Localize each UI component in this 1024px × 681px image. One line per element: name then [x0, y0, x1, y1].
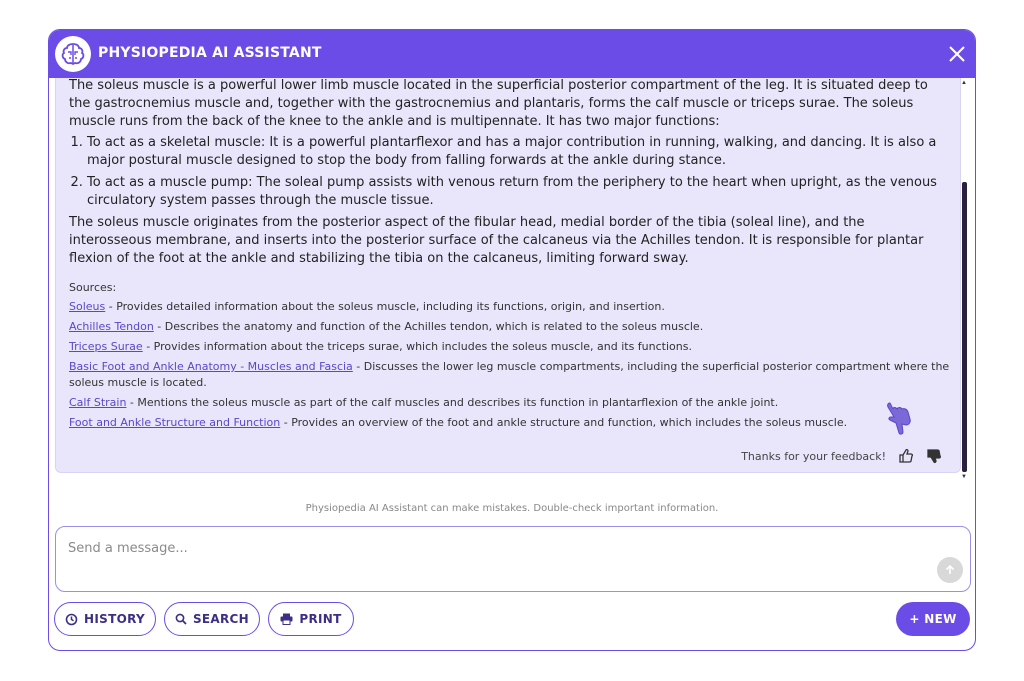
source-description: - Describes the anatomy and function of the Achilles tendon, which is related to the soleus muscle.: [153, 320, 704, 333]
source-item: [69, 339, 951, 355]
source-description: - Discusses the lower leg muscle compartments, including the superficial posterior compartment where the soleus muscle is located.: [69, 360, 950, 389]
message-paragraph: The soleus muscle originates from the posterior aspect of the fibular head, medial border of the tibia (soleal line), and the interosseous membrane, and inserts into the posterior surface of the calcaneus via the Achilles tendon. It is responsible for plantar flexion of the foot at the ankle and stabilizing the tibia on the calcaneus, limiting forward sway.: [69, 215, 924, 266]
sources-title: Sources:: [69, 281, 117, 294]
source-item: [69, 299, 951, 315]
send-button[interactable]: [937, 557, 963, 583]
source-item: [69, 319, 951, 335]
assistant-header: [49, 30, 975, 78]
source-link[interactable]: Basic Foot and Ankle Anatomy - Muscles and Fascia: [69, 360, 353, 373]
thumbs-down-icon[interactable]: [926, 448, 942, 464]
pointing-hand-icon: [884, 401, 914, 440]
brain-icon: [55, 36, 91, 72]
list-item: 1. To act as a skeletal muscle: It is a powerful plantarflexor and has a major contribution in running, walking, and dancing. It is also a major postural muscle designed to stop the body from falling forwards at the ankle during stance.: [87, 134, 951, 170]
assistant-window: [48, 29, 976, 651]
message-content: [69, 78, 951, 435]
source-item: [69, 359, 951, 391]
message-input-box: [55, 526, 971, 592]
close-icon[interactable]: [947, 44, 967, 64]
source-description: - Provides detailed information about the soleus muscle, including its functions, origin, and insertion.: [105, 300, 665, 313]
source-description: - Mentions the soleus muscle as part of the calf muscles and describes its function in plantarflexion of the ankle joint.: [126, 396, 779, 409]
scroll-up-icon[interactable]: ▲: [961, 80, 967, 86]
scroll-down-icon[interactable]: ▼: [961, 474, 967, 480]
search-icon: [175, 613, 187, 625]
disclaimer-text: Physiopedia AI Assistant can make mistakes. Double-check important information.: [305, 503, 719, 514]
print-icon: [280, 613, 293, 625]
new-chat-button[interactable]: + NEW: [896, 602, 970, 636]
list-item: 2. To act as a muscle pump: The soleal pump assists with venous return from the periphery to the heart when upright, as the venous circulatory system passes through the muscle tissue.: [87, 174, 951, 210]
sources-section: [69, 280, 951, 431]
history-icon: [65, 613, 78, 626]
search-button[interactable]: [164, 602, 260, 636]
assistant-message: [55, 78, 961, 473]
functions-list: [69, 134, 951, 210]
source-link[interactable]: Achilles Tendon: [69, 320, 154, 333]
scrollbar-thumb[interactable]: [962, 182, 967, 472]
history-label: HISTORY: [84, 612, 145, 626]
thumbs-up-icon[interactable]: [898, 448, 914, 464]
source-link[interactable]: Foot and Ankle Structure and Function: [69, 416, 281, 429]
print-button[interactable]: [268, 602, 354, 636]
arrow-up-icon: [944, 564, 956, 576]
source-item: [69, 395, 951, 411]
feedback-bar: [741, 446, 942, 466]
source-item: [69, 415, 951, 431]
search-label: SEARCH: [192, 612, 250, 626]
source-link[interactable]: Calf Strain: [69, 396, 127, 409]
app-title: PHYSIOPEDIA AI ASSISTANT: [98, 45, 322, 61]
feedback-text: Thanks for your feedback!: [741, 449, 886, 463]
source-description: - Provides information about the triceps surae, which includes the soleus muscle, and its functions.: [142, 340, 692, 353]
message-paragraph: The soleus muscle is a powerful lower limb muscle located in the superficial posterior compartment of the leg. It is situated deep to the gastrocnemius muscle and, together with the gastrocnemius and plantaris, forms the calf muscle or triceps surae. The soleus muscle runs from the back of the knee to the ankle and is multipennate. It has two major functions:: [69, 78, 928, 129]
source-description: - Provides an overview of the foot and ankle structure and function, which includes the soleus muscle.: [280, 416, 848, 429]
source-link[interactable]: Soleus: [69, 300, 106, 313]
history-button[interactable]: [54, 602, 156, 636]
source-link[interactable]: Triceps Surae: [69, 340, 143, 353]
message-input[interactable]: [66, 537, 910, 559]
print-label: PRINT: [299, 612, 342, 626]
